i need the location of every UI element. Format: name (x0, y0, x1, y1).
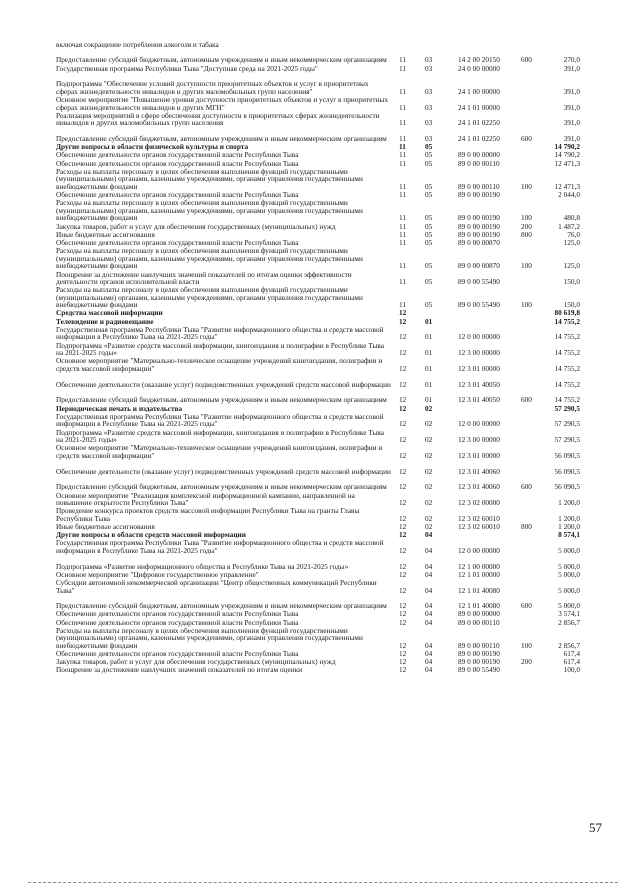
cell-b: 03 (425, 55, 433, 65)
cell-amount: 14 755,2 (554, 348, 580, 358)
cell-b: 04 (425, 545, 433, 555)
cell-amount: 391,0 (563, 86, 580, 96)
cell-name: Подпрограмма «Развитие средств массовой информации, книгоиздания и полиграфии в Республике Тыва на 2021-2025 годы» (56, 427, 384, 445)
cell-amount: 391,0 (563, 118, 580, 128)
cell-a: 12 (399, 395, 407, 405)
cell-b: 05 (425, 190, 433, 200)
cell-a: 12 (399, 419, 407, 429)
cell-name: Иные бюджетные ассигнования (56, 521, 155, 531)
table-row (0, 111, 640, 127)
cell-a: 12 (399, 308, 407, 318)
cell-code: 12 1 01 40080 (458, 585, 500, 595)
cell-code: 89 0 00 00110 (458, 640, 500, 650)
cell-name: Предоставление субсидий бюджетным, автономным учреждениям и иным некоммерческим организациям (56, 482, 387, 492)
cell-name: Поощрение за достижение наилучших значений показателей по итогам оценки эффективности деятельности органов исполнительной власти (56, 269, 352, 286)
cell-b: 05 (425, 158, 433, 168)
cell-amount: 80 619,8 (554, 308, 580, 318)
cell-b: 05 (425, 221, 433, 231)
table-row (0, 388, 640, 404)
cell-b: 05 (425, 150, 433, 160)
cell-name: Иные бюджетные ассигнования (56, 229, 155, 239)
cell-a: 11 (399, 118, 407, 128)
table-row (0, 246, 640, 269)
cell-code: 12 3 01 40060 (458, 466, 500, 476)
cell-code: 12 3 01 00000 (458, 363, 500, 373)
cell-code: 89 0 00 00190 (458, 221, 500, 231)
cell-code: 89 0 00 00000 (458, 150, 500, 160)
cell-a: 11 (399, 237, 407, 247)
cell-name: Подпрограмма "Обеспечение условий доступности приоритетных объектов и услуг в приоритетных сферах жизнедеятельности инвалидов и других маломобильных групп населения" (56, 79, 369, 96)
cell-a: 12 (399, 649, 407, 659)
table-row (0, 618, 640, 626)
cell-a: 12 (399, 657, 407, 667)
cell-amount: 5 000,0 (558, 545, 580, 555)
cell-code: 89 0 00 00110 (458, 158, 500, 168)
cell-name: Обеспечение деятельности (оказание услуг) подведомственных учреждений средств массовой информации (56, 466, 391, 476)
cell-a: 12 (399, 498, 407, 508)
cell-amount: 5 000,0 (558, 561, 580, 571)
cell-a: 12 (399, 466, 407, 476)
table-row (0, 444, 640, 460)
cell-amount: 12 471,3 (554, 181, 580, 191)
cell-a: 12 (399, 332, 407, 342)
cell-b: 04 (425, 609, 433, 619)
cell-name: Проведение конкурса проектов средств массовой информации Республики Тыва на гранты Главы Республики Тыва (56, 506, 360, 523)
cell-name: включая сокращение потребления алкоголя и табака (56, 39, 219, 49)
cell-a: 12 (399, 545, 407, 555)
cell-code: 24 0 00 00000 (458, 63, 500, 73)
cell-b: 04 (425, 530, 433, 540)
cell-b: 05 (425, 142, 433, 152)
cell-amount: 14 790,2 (554, 150, 580, 160)
cell-name: Закупка товаров, работ и услуг для обеспечения государственных (муниципальных) нужд (56, 657, 336, 667)
cell-name: Обеспечение деятельности органов государственной власти Республики Тыва (56, 609, 299, 619)
cell-name: Государственная программа Республики Тыва "Доступная среда на 2021-2025 годы" (56, 63, 318, 73)
cell-amount: 391,0 (563, 134, 580, 144)
cell-amount: 76,0 (567, 229, 580, 239)
cell-b: 04 (425, 569, 433, 579)
cell-code: 12 3 02 60010 (458, 521, 500, 531)
cell-b: 05 (425, 261, 433, 271)
cell-amount: 14 755,2 (554, 332, 580, 342)
cell-name: Обеспечение деятельности органов государственной власти Республики Тыва (56, 150, 299, 160)
cell-a: 11 (399, 181, 407, 191)
cell-code: 89 0 00 00190 (458, 190, 500, 200)
cell-a: 11 (399, 229, 407, 239)
cell-amount: 125,0 (563, 237, 580, 247)
cell-amount: 5 000,0 (558, 585, 580, 595)
cell-a: 11 (399, 86, 407, 96)
cell-b: 02 (425, 513, 433, 523)
table-row (0, 309, 640, 317)
cell-name: Основное мероприятие "Повышение уровня доступности приоритетных объектов и услуг в приоритетных сферах жизнедеятельности инвалидов и других МГН" (56, 95, 389, 112)
cell-name: Предоставление субсидий бюджетным, автономным учреждениям и иным некоммерческим организациям (56, 55, 387, 65)
cell-b: 04 (425, 561, 433, 571)
cell-type: 200 (521, 221, 532, 231)
cell-code: 12 0 00 00000 (458, 419, 500, 429)
cell-b: 02 (425, 435, 433, 445)
cell-type: 600 (521, 134, 532, 144)
cell-a: 12 (399, 513, 407, 523)
cell-name: Подпрограмма «Развитие средств массовой информации, книгоиздания и полиграфии в Республике Тыва на 2021-2025 годы» (56, 340, 384, 358)
cell-code: 24 1 01 00000 (458, 102, 500, 112)
cell-code: 89 0 00 00000 (458, 609, 500, 619)
table-row (0, 475, 640, 491)
table-row (0, 199, 640, 222)
cell-type: 100 (521, 300, 532, 310)
cell-amount: 3 574,1 (558, 609, 580, 619)
cell-a: 12 (399, 450, 407, 460)
cell-code: 89 0 00 00870 (458, 237, 500, 247)
cell-name: Государственная программа Республики Тыва "Развитие информационного общества и средств массовой информации в Республике Тыва на 2021-2025 годы" (56, 324, 384, 342)
table-row (0, 222, 640, 230)
page-number: 57 (589, 820, 602, 835)
cell-code: 24 1 01 02250 (458, 134, 500, 144)
cell-b: 05 (425, 300, 433, 310)
cell-amount: 617,4 (563, 657, 580, 667)
cell-name: Основное мероприятие "Материально-техническое оснащение учреждений книгоиздания, полиграфии и средств массовой информации" (56, 356, 383, 373)
cell-b: 04 (425, 665, 433, 675)
table-row (0, 95, 640, 111)
cell-b: 01 (425, 332, 433, 342)
cell-b: 01 (425, 316, 433, 326)
cell-a: 11 (399, 63, 407, 73)
cell-name: Обеспечение деятельности (оказание услуг) подведомственных учреждений средств массовой информации (56, 379, 391, 389)
cell-a: 12 (399, 617, 407, 627)
cell-amount: 1 487,2 (558, 221, 580, 231)
table-row (0, 48, 640, 64)
table-row (0, 270, 640, 286)
cell-b: 03 (425, 63, 433, 73)
cell-b: 01 (425, 395, 433, 405)
cell-code: 89 0 00 55490 (458, 277, 500, 286)
cell-name: Предоставление субсидий бюджетным, автономным учреждениям и иным некоммерческим организациям (56, 601, 387, 611)
table-row (0, 404, 640, 412)
cell-amount: 56 090,5 (554, 482, 580, 492)
cell-code: 89 0 00 00190 (458, 657, 500, 667)
cell-name: Предоставление субсидий бюджетным, автономным учреждениям и иным некоммерческим организациям (56, 395, 387, 405)
cell-type: 600 (521, 601, 532, 611)
cell-a: 11 (399, 150, 407, 160)
cell-code: 14 2 00 20150 (458, 55, 500, 65)
table-row (0, 594, 640, 610)
cell-b: 05 (425, 237, 433, 247)
cell-b: 04 (425, 585, 433, 595)
cell-a: 11 (399, 142, 406, 152)
cell-type: 100 (521, 261, 532, 271)
cell-a: 11 (399, 102, 407, 112)
cell-b: 02 (425, 419, 433, 429)
cell-amount: 12 471,3 (554, 158, 580, 168)
cell-code: 12 0 00 00000 (458, 545, 500, 555)
cell-amount: 57 290,5 (554, 419, 580, 429)
table-row (0, 151, 640, 159)
cell-code: 12 0 00 00000 (458, 332, 500, 342)
cell-name: Периодическая печать и издательства (56, 403, 183, 413)
cell-b: 01 (425, 379, 433, 389)
cell-amount: 391,0 (563, 63, 580, 73)
cell-code: 12 1 01 40080 (458, 601, 500, 611)
cell-a: 12 (399, 363, 407, 373)
cell-code: 12 3 00 00000 (458, 348, 500, 358)
cell-a: 12 (399, 316, 407, 326)
cell-amount: 14 790,2 (554, 142, 580, 152)
table-row (0, 459, 640, 475)
cell-b: 01 (425, 363, 433, 373)
cell-type: 600 (521, 482, 532, 492)
cell-b: 01 (425, 348, 433, 358)
cell-name: Поощрение за достижение наилучших значений показателей по итогам оценки (56, 665, 303, 675)
cell-code: 12 3 02 00000 (458, 498, 500, 508)
cell-name: Обеспечение деятельности органов государственной власти Республики Тыва (56, 190, 299, 200)
cell-amount: 14 755,2 (554, 379, 580, 389)
cell-amount: 14 755,2 (554, 363, 580, 373)
table-row (0, 159, 640, 167)
cell-a: 12 (399, 482, 407, 492)
cell-name: Расходы на выплаты персоналу в целях обеспечения выполнения функций государственными (муниципальными) органами, казенными учреждениями, органами управления государственными внебюджетными фондами (56, 246, 363, 271)
cell-a: 12 (399, 561, 407, 571)
cell-a: 12 (399, 601, 407, 611)
cell-amount: 57 290,5 (554, 403, 580, 413)
cell-a: 11 (399, 277, 407, 286)
cell-a: 11 (399, 158, 407, 168)
cell-amount: 1 200,0 (558, 498, 580, 508)
cell-name: Закупка товаров, работ и услуг для обеспечения государственных (муниципальных) нужд (56, 221, 336, 231)
cell-name: Подпрограмма «Развитие информационного общества в Республике Тыва на 2021-2025 годы» (56, 561, 349, 571)
table-row (0, 372, 640, 388)
table-row (0, 570, 640, 578)
cell-name: Субсидии автономной некоммерческой организации "Центр общественных коммуникаций Республики Тыва" (56, 578, 377, 595)
cell-b: 02 (425, 521, 433, 531)
cell-code: 12 1 01 00000 (458, 569, 500, 579)
cell-code: 89 0 00 00190 (458, 213, 500, 223)
cell-name: Основное мероприятие "Реализация комплексной информационной кампании, направленной на повышение открытости Республики Тыва" (56, 490, 355, 508)
cell-b: 02 (425, 498, 433, 508)
cell-type: 200 (521, 657, 532, 667)
cell-a: 12 (399, 403, 407, 413)
cell-code: 12 3 01 00000 (458, 450, 500, 460)
cell-name: Обеспечение деятельности органов государственной власти Республики Тыва (56, 649, 299, 659)
table-row (0, 72, 640, 95)
cell-b: 04 (425, 649, 433, 659)
cell-name: Средства массовой информации (56, 308, 163, 318)
cell-b: 02 (425, 482, 433, 492)
cell-name: Предоставление субсидий бюджетным, автономным учреждениям и иным некоммерческим организациям (56, 134, 387, 144)
cell-name: Другие вопросы в области средств массовой информации (56, 530, 246, 540)
cell-b: 04 (425, 601, 433, 611)
cell-b: 05 (425, 229, 433, 239)
cell-amount: 5 000,0 (558, 601, 580, 611)
cell-name: Основное мероприятие "Материально-техническое оснащение учреждений книгоиздания, полиграфии и средств массовой информации" (56, 443, 383, 460)
cell-type: 800 (521, 229, 532, 239)
cell-a: 12 (399, 348, 407, 358)
cell-amount: 5 000,0 (558, 569, 580, 579)
table-row (0, 238, 640, 246)
table-row (0, 610, 640, 618)
cell-amount: 270,0 (563, 55, 580, 65)
table-row (0, 626, 640, 649)
table-row (0, 578, 640, 594)
cell-name: Телевидение и радиовещание (56, 316, 154, 326)
cell-b: 03 (425, 86, 433, 96)
table-row (0, 64, 640, 72)
table-row (0, 491, 640, 507)
cell-name: Другие вопросы в области физической культуры и спорта (56, 142, 249, 152)
cell-b: 04 (425, 640, 433, 650)
cell-amount: 2 044,0 (558, 190, 580, 200)
cell-b: 03 (425, 118, 433, 128)
table-row (0, 190, 640, 198)
cell-code: 89 0 00 55490 (458, 300, 500, 310)
cell-amount: 56 090,5 (554, 466, 580, 476)
cell-type: 600 (521, 395, 532, 405)
cell-a: 12 (399, 530, 407, 540)
cell-a: 11 (399, 213, 407, 223)
table-row (0, 286, 640, 309)
cell-code: 12 3 01 40050 (458, 379, 500, 389)
cell-name: Обеспечение деятельности органов государственной власти Республики Тыва (56, 158, 299, 168)
cell-amount: 391,0 (563, 102, 580, 112)
cell-name: Расходы на выплаты персоналу в целях обеспечения выполнения функций государственными (муниципальными) органами, казенными учреждениями, органами управления государственными внебюджетными фондами (56, 166, 363, 191)
cell-a: 11 (399, 55, 407, 65)
cell-code: 12 3 02 60010 (458, 513, 500, 523)
cell-amount: 56 090,5 (554, 450, 580, 460)
cell-b: 04 (425, 617, 433, 627)
cell-a: 11 (399, 300, 407, 310)
cell-code: 24 1 00 00000 (458, 86, 500, 96)
cell-b: 04 (425, 657, 433, 667)
table-row (0, 341, 640, 357)
cell-type: 800 (521, 521, 532, 531)
cell-code: 89 0 00 00870 (458, 261, 500, 271)
table-row (0, 230, 640, 238)
cell-type: 100 (521, 181, 532, 191)
cell-code: 89 0 00 00190 (458, 649, 500, 659)
cell-type: 600 (521, 55, 532, 65)
cell-type: 100 (521, 640, 532, 650)
cell-code: 89 0 00 00110 (458, 617, 500, 627)
table-row (0, 530, 640, 538)
table-row (0, 428, 640, 444)
table-row (0, 40, 640, 48)
cell-code: 89 0 00 00190 (458, 229, 500, 239)
cell-a: 12 (399, 585, 407, 595)
cell-b: 03 (425, 134, 433, 144)
cell-code: 12 3 00 00000 (458, 435, 500, 445)
table-row (0, 317, 640, 325)
cell-amount: 1 200,0 (558, 513, 580, 523)
cell-code: 24 1 01 02250 (458, 118, 500, 128)
cell-code: 12 1 00 00000 (458, 561, 500, 571)
table-row (0, 507, 640, 523)
table-row (0, 167, 640, 190)
cell-a: 12 (399, 609, 407, 619)
cell-b: 05 (425, 181, 433, 191)
cell-code: 89 0 00 55490 (458, 665, 500, 675)
cell-amount: 14 755,2 (554, 316, 580, 326)
table-row (0, 325, 640, 341)
cell-b: 02 (425, 466, 433, 476)
cell-b: 02 (425, 450, 433, 460)
cell-amount: 100,0 (563, 665, 580, 675)
cell-a: 12 (399, 379, 407, 389)
table-row (0, 127, 640, 143)
cell-code: 89 0 00 00110 (458, 181, 500, 191)
cell-code: 12 3 01 40050 (458, 395, 500, 405)
cell-a: 12 (399, 521, 407, 531)
cell-name: Государственная программа Республики Тыва "Развитие информационного общества и средств массовой информации в Республике Тыва на 2021-2025 годы" (56, 538, 384, 555)
cell-a: 11 (399, 190, 407, 200)
cell-amount: 2 856,7 (558, 617, 580, 627)
cell-amount: 480,8 (563, 213, 580, 223)
table-row (0, 357, 640, 373)
footer-divider (28, 882, 618, 883)
cell-a: 12 (399, 569, 407, 579)
cell-a: 12 (399, 665, 407, 675)
cell-amount: 14 755,2 (554, 395, 580, 405)
cell-amount: 125,0 (563, 261, 580, 271)
cell-amount: 150,0 (563, 300, 580, 310)
cell-a: 12 (399, 640, 407, 650)
cell-name: Обеспечение деятельности органов государственной власти Республики Тыва (56, 237, 299, 247)
cell-code: 12 3 01 40060 (458, 482, 500, 492)
cell-a: 11 (399, 134, 407, 144)
cell-a: 11 (399, 221, 407, 231)
cell-name: Расходы на выплаты персоналу в целях обеспечения выполнения функций государственными (муниципальными) органами, казенными учреждениями, органами управления государственными внебюджетными фондами (56, 198, 363, 223)
cell-amount: 1 200,0 (558, 521, 580, 531)
cell-name: Обеспечение деятельности органов государственной власти Республики Тыва (56, 617, 299, 627)
cell-b: 05 (425, 277, 433, 286)
cell-amount: 2 856,7 (558, 640, 580, 650)
cell-a: 11 (399, 261, 407, 271)
table-row (0, 412, 640, 428)
table-row (0, 666, 640, 674)
cell-b: 05 (425, 213, 433, 223)
cell-name: Расходы на выплаты персоналу в целях обеспечения выполнения функций государственными (муниципальными) органами, казенными учреждениями, органами управления государственными внебюджетными фондами (56, 285, 363, 310)
cell-b: 03 (425, 102, 433, 112)
cell-name: Реализация мероприятий в сфере обеспечения доступности в приоритетных сферах жизнедеятельности инвалидов и других маломобильных групп населения (56, 110, 380, 128)
cell-amount: 8 574,1 (558, 530, 580, 540)
table-row (0, 539, 640, 555)
cell-amount: 57 290,5 (554, 435, 580, 445)
cell-type: 100 (521, 213, 532, 223)
cell-amount: 617,4 (563, 649, 580, 659)
cell-name: Расходы на выплаты персоналу в целях обеспечения выполнения функций государственными (муниципальными) органами, казенными учреждениями, органами управления государственными внебюджетными фондами (56, 625, 363, 650)
table-row (0, 554, 640, 570)
cell-name: Основное мероприятие "Цифровое государственное управление" (56, 569, 259, 579)
cell-name: Государственная программа Республики Тыва "Развитие информационного общества и средств массовой информации в Республике Тыва на 2021-2025 годы" (56, 411, 384, 429)
cell-a: 12 (399, 435, 407, 445)
cell-amount: 150,0 (563, 277, 580, 286)
cell-b: 02 (425, 403, 433, 413)
